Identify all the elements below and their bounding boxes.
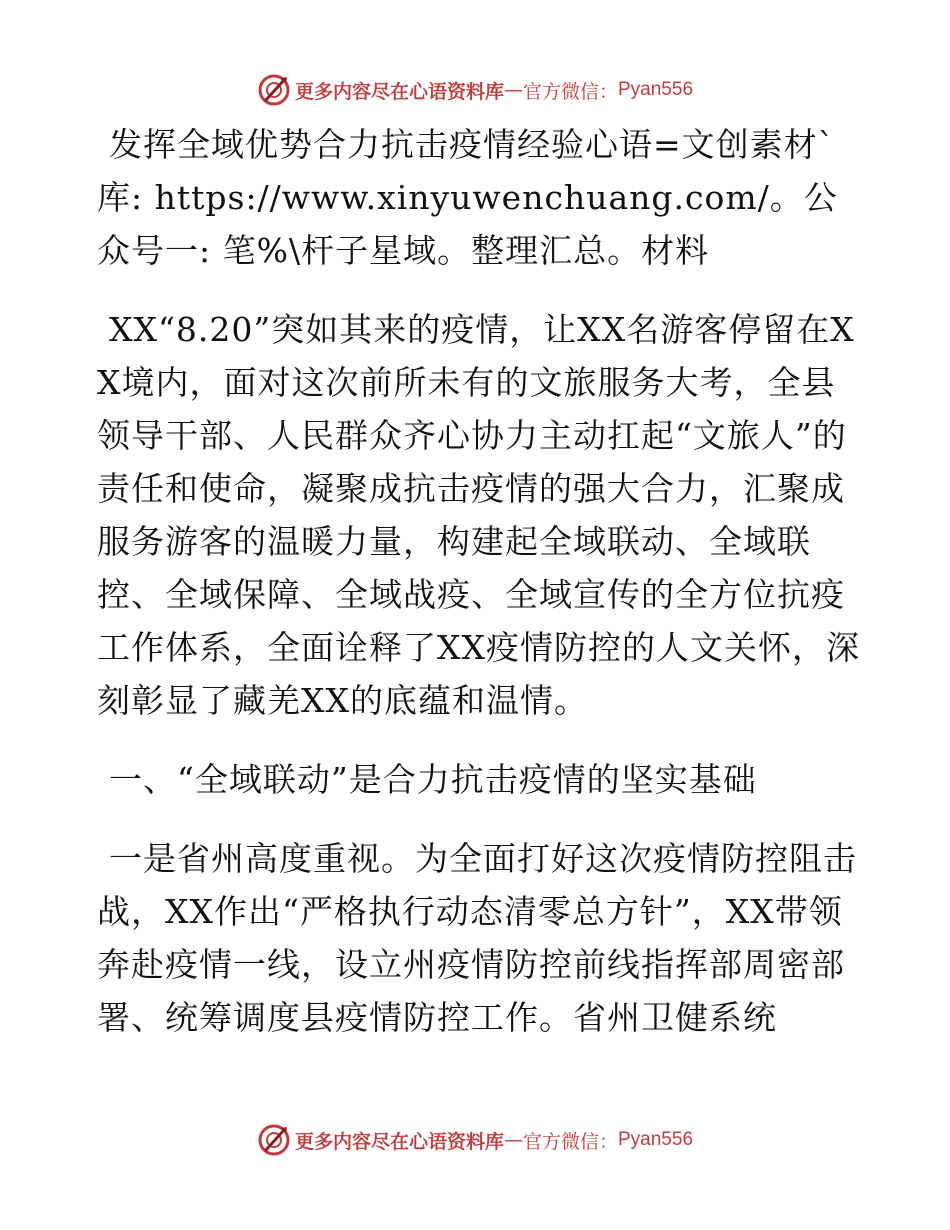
title-paragraph: 发挥全域优势合力抗击疫情经验心语=文创素材`库: https://www.xinyuwenchuang.com/。公众号一: 笔%\杆子星域。整理汇总。材料	[97, 125, 838, 270]
wechat-label: 官方微信：	[522, 1130, 618, 1153]
intro-paragraph: XX“8.20”突如其来的疫情，让XX名游客停留在XX境内，面对这次前所未有的文旅服务大考，全县领导干部、人民群众齐心协力主动扛起“文旅人”的责任和使命，凝聚成抗击疫情的强大合力，汇聚成服务游客的温暖力量，构建起全域联动、全域联控、全域保障、全域战疫、全域宣传的全方位抗疫工作体系，全面诠释了XX疫情防控的人文关怀，深刻彰显了藏羌XX的底蕴和温情。	[97, 310, 860, 720]
wechat-label: 官方微信：	[522, 80, 618, 103]
wechat-id: Pyan556	[618, 79, 694, 100]
document-body	[97, 118, 867, 1044]
wechat-id: Pyan556	[618, 1129, 694, 1150]
watermark-separator: —	[503, 79, 523, 101]
watermark-banner-bottom	[0, 1120, 950, 1160]
watermark-text: 更多内容尽在心语资料库	[294, 80, 504, 103]
watermark-text: 更多内容尽在心语资料库	[294, 1130, 504, 1153]
section-heading: 一、“全域联动”是合力抗击疫情的坚实基础	[109, 760, 757, 799]
body-paragraph: 一是省州高度重视。为全面打好这次疫情防控阻击战，XX作出“严格执行动态清零总方针”，XX带领奔赴疫情一线，设立州疫情防控前线指挥部周密部署、统筹调度县疫情防控工作。省州卫健系统	[97, 839, 857, 1037]
watermark-banner-top	[0, 70, 950, 110]
brush-logo-icon	[257, 73, 291, 107]
brush-logo-icon	[257, 1123, 291, 1157]
watermark-separator: —	[503, 1129, 523, 1151]
